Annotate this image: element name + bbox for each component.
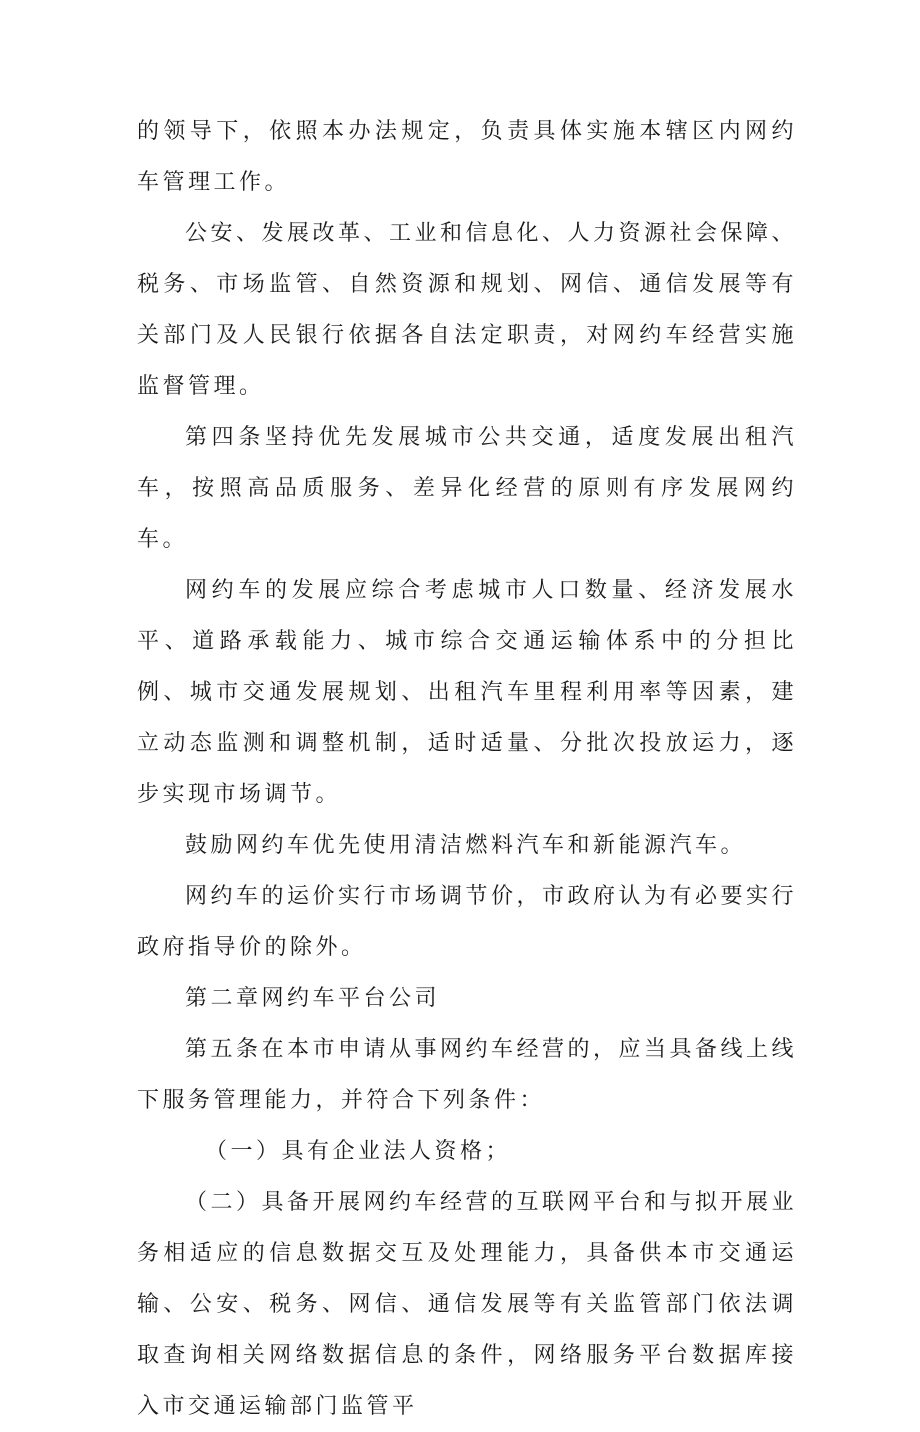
paragraph-development-factors: 网约车的发展应综合考虑城市人口数量、经济发展水平、道路承载能力、城市综合交通运输体系中的分担比例、城市交通发展规划、出租汽车里程利用率等因素，建立动态监测和调整机制，适时适量、分批次投放运力，逐步实现市场调节。 — [137, 578, 797, 807]
list-item-2: （二）具备开展网约车经营的互联网平台和与拟开展业务相适应的信息数据交互及处理能力，具备供本市交通运输、公安、税务、网信、通信发展等有关监管部门依法调取查询相关网络数据信息的条件，网络服务平台数据库接入市交通运输部门监管平 — [137, 1190, 798, 1419]
paragraph-article-4: 第四条坚持优先发展城市公共交通，适度发展出租汽车，按照高品质服务、差异化经营的原则有序发展网约车。 — [137, 425, 797, 552]
document-body — [137, 106, 797, 1432]
paragraph-clean-energy: 鼓励网约车优先使用清洁燃料汽车和新能源汽车。 — [185, 833, 747, 858]
paragraph-continuation: 的领导下，依照本办法规定，负责具体实施本辖区内网约车管理工作。 — [137, 119, 797, 195]
chapter-heading: 第二章网约车平台公司 — [185, 986, 441, 1011]
paragraph-departments: 公安、发展改革、工业和信息化、人力资源社会保障、税务、市场监管、自然资源和规划、网信、通信发展等有关部门及人民银行依据各自法定职责，对网约车经营实施监督管理。 — [137, 221, 798, 399]
paragraph-pricing: 网约车的运价实行市场调节价，市政府认为有必要实行政府指导价的除外。 — [137, 884, 798, 960]
list-item-1: （一）具有企业法人资格； — [205, 1139, 512, 1164]
paragraph-article-5: 第五条在本市申请从事网约车经营的，应当具备线上线下服务管理能力，并符合下列条件： — [137, 1037, 798, 1113]
